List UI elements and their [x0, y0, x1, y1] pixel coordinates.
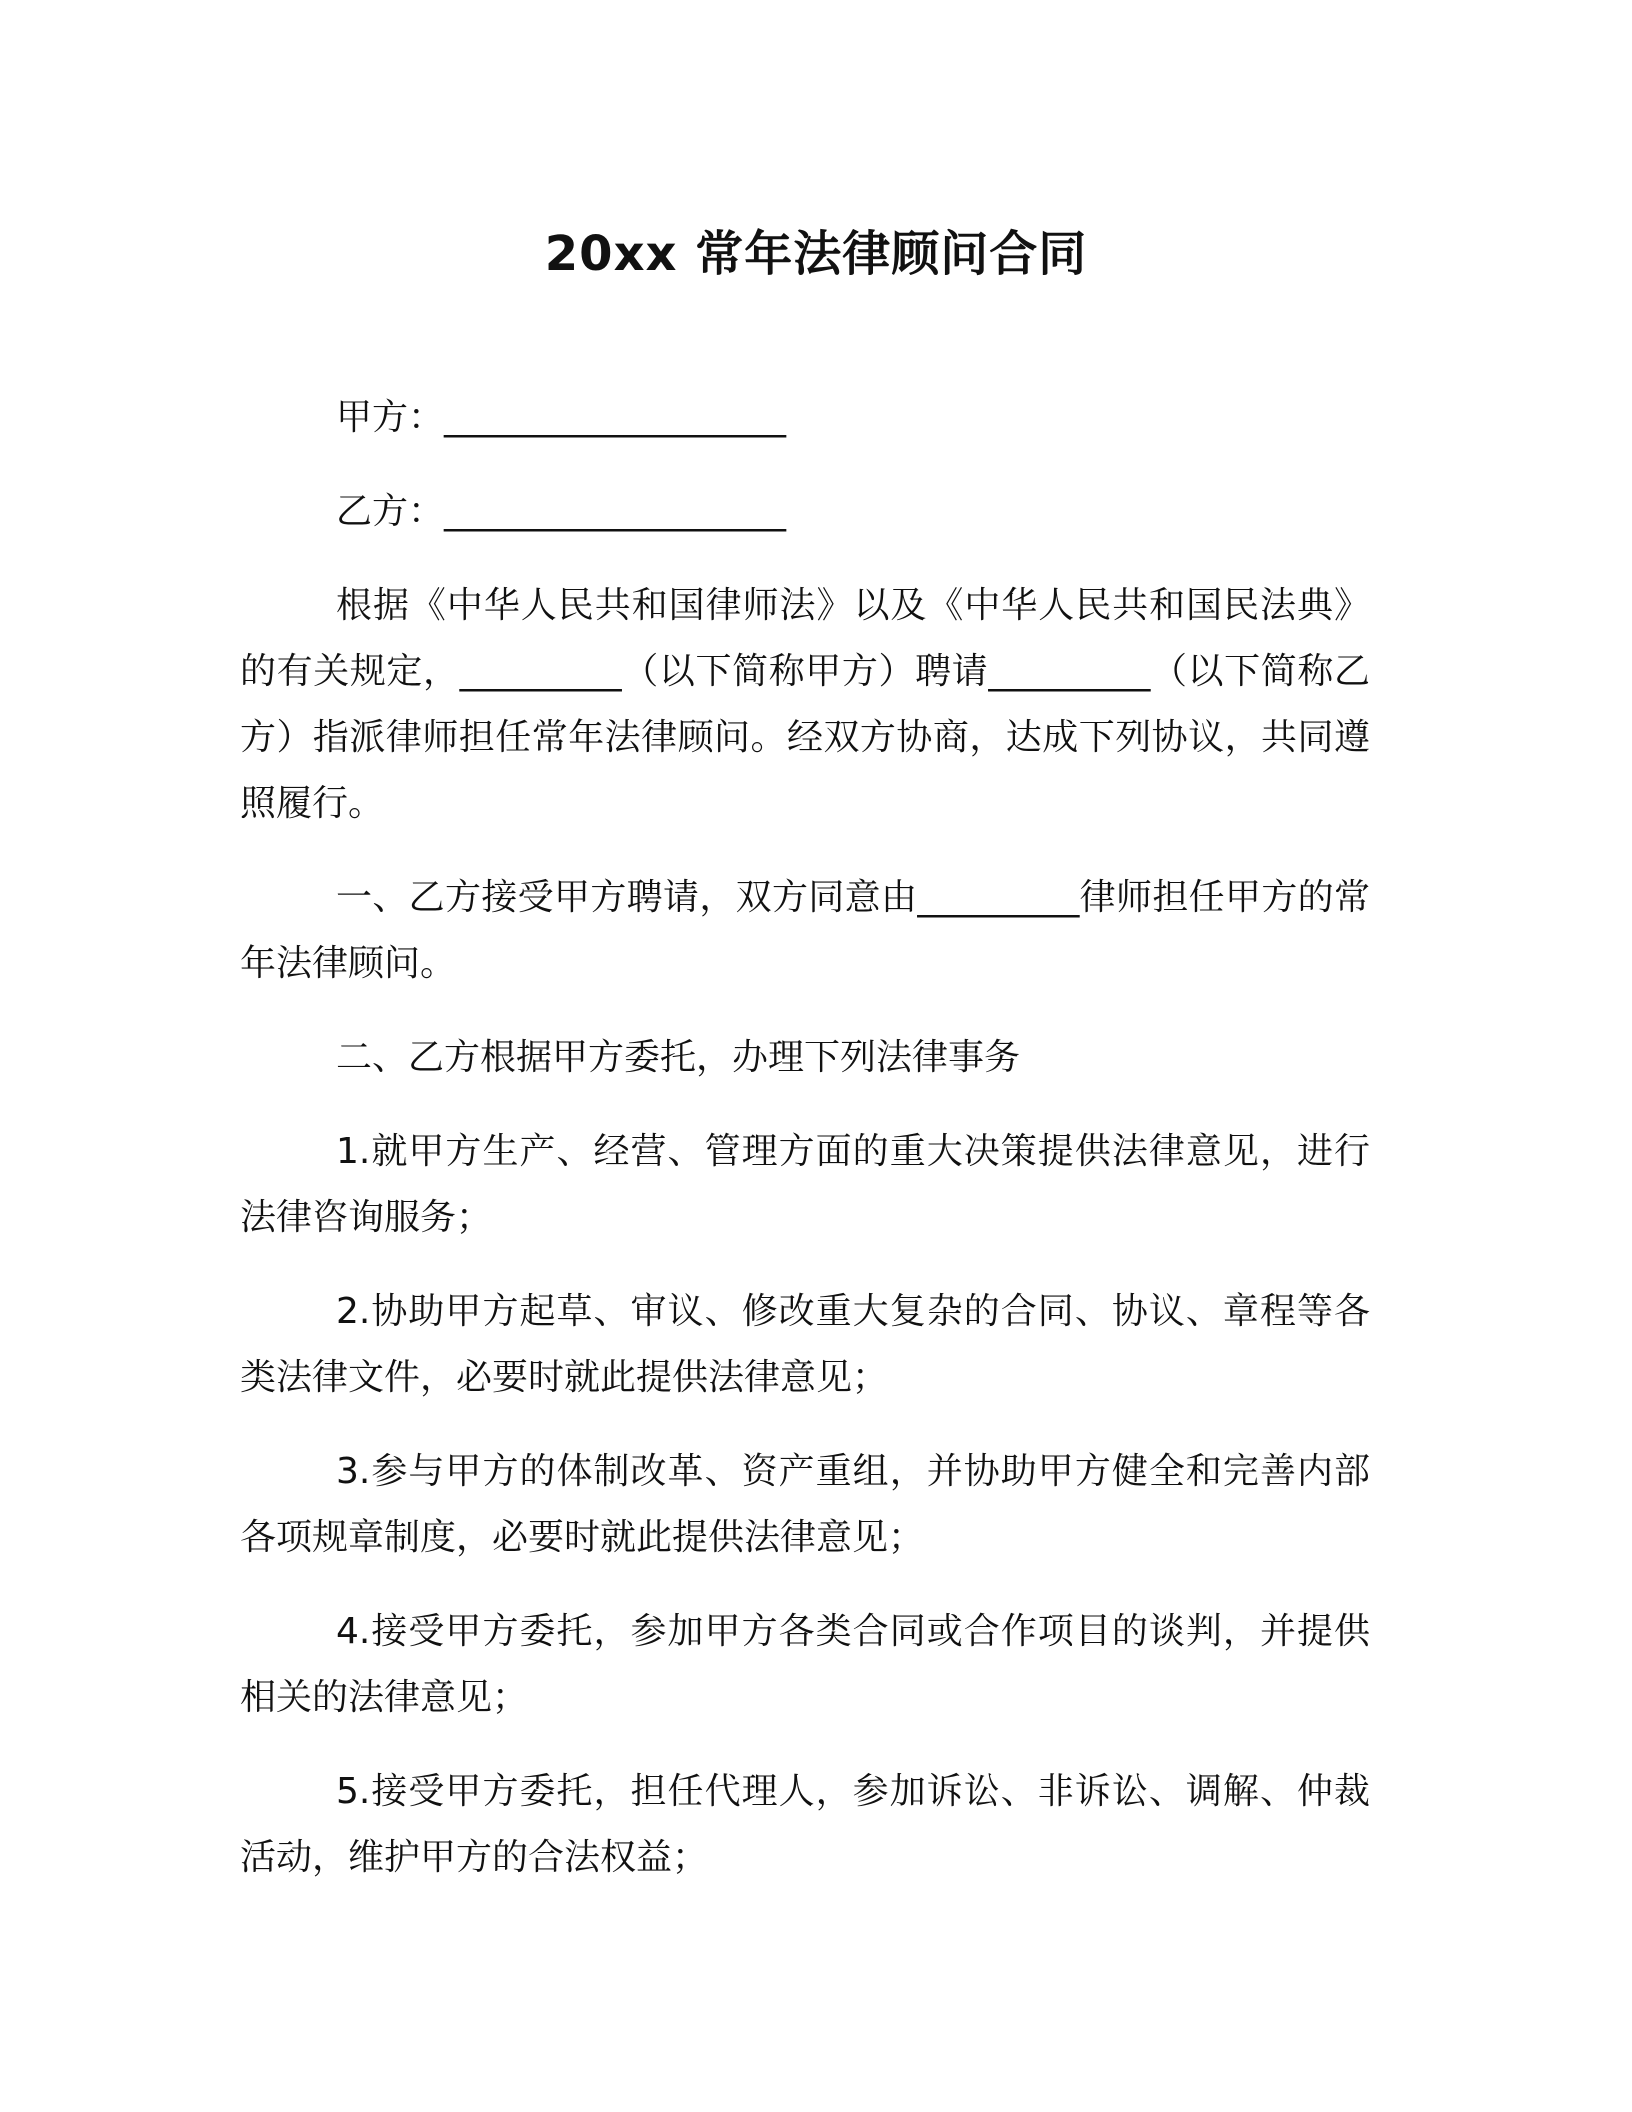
service-item-2: 2.协助甲方起草、审议、修改重大复杂的合同、协议、章程等各类法律文件，必要时就此提供法律意见； — [240, 1291, 1370, 1398]
service-item-4: 4.接受甲方委托，参加甲方各类合同或合作项目的谈判，并提供相关的法律意见； — [240, 1611, 1370, 1718]
clause-2-heading: 二、乙方根据甲方委托，办理下列法律事务 — [336, 1037, 1021, 1078]
party-b-line: 乙方：___________________ — [336, 491, 787, 532]
document-body — [240, 385, 1370, 1919]
document-title: 20xx 常年法律顾问合同 — [544, 226, 1088, 282]
party-a-line: 甲方：___________________ — [336, 397, 787, 438]
service-item-5: 5.接受甲方委托，担任代理人，参加诉讼、非诉讼、调解、仲裁活动，维护甲方的合法权益； — [240, 1771, 1370, 1878]
preamble-paragraph: 根据《中华人民共和国律师法》以及《中华人民共和国民法典》的有关规定，_________（以下简称甲方）聘请_________（以下简称乙方）指派律师担任常年法律顾问。经双方协商，达成下列协议，共同遵照履行。 — [240, 585, 1370, 824]
clause-1-paragraph: 一、乙方接受甲方聘请，双方同意由_________律师担任甲方的常年法律顾问。 — [240, 877, 1370, 984]
service-item-1: 1.就甲方生产、经营、管理方面的重大决策提供法律意见，进行法律咨询服务； — [240, 1131, 1370, 1238]
service-item-3: 3.参与甲方的体制改革、资产重组，并协助甲方健全和完善内部各项规章制度，必要时就此提供法律意见； — [240, 1451, 1370, 1558]
